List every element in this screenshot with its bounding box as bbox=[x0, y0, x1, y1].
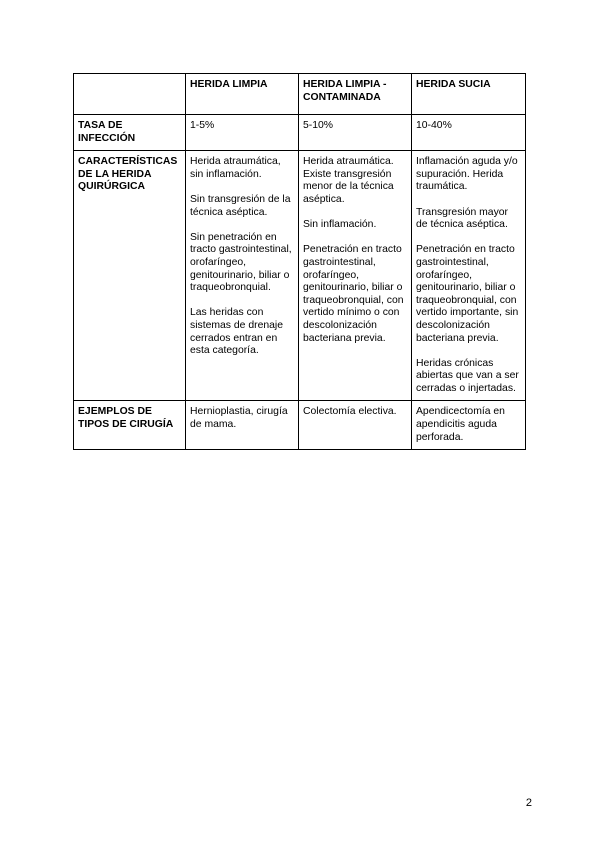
header-cell-empty bbox=[74, 74, 186, 115]
characteristics-row bbox=[74, 151, 526, 401]
paragraph: Penetración en tracto gastrointestinal, orofaríngeo, genitourinario, biliar o traqueobronquial, con vertido importante, sin descolonización bacteriana previa. bbox=[416, 244, 519, 344]
header-clean-wound: HERIDA LIMPIA bbox=[186, 74, 299, 115]
header-clean-contaminated-wound: HERIDA LIMPIA - CONTAMINADA bbox=[299, 74, 412, 115]
header-dirty-wound: HERIDA SUCIA bbox=[412, 74, 526, 115]
paragraph: Sin transgresión de la técnica aséptica. bbox=[190, 193, 291, 218]
cell-characteristics-clean bbox=[186, 151, 299, 401]
paragraph: Penetración en tracto gastrointestinal, orofaríngeo, genitourinario, biliar o traqueobronquial, con vertido mínimo o con descolonización bacteriana previa. bbox=[303, 244, 404, 344]
paragraph: Heridas crónicas abiertas que van a ser cerradas o injertadas. bbox=[416, 357, 519, 394]
row-label-surgery-examples: EJEMPLOS DE TIPOS DE CIRUGÍA bbox=[74, 401, 186, 450]
paragraph: Inflamación aguda y/o supuración. Herida traumática. bbox=[416, 156, 518, 193]
cell-infection-rate-clean: 1-5% bbox=[186, 115, 299, 151]
cell-characteristics-clean-contaminated bbox=[299, 151, 412, 401]
paragraph: Herida atraumática, sin inflamación. bbox=[190, 156, 281, 180]
cell-characteristics-dirty bbox=[412, 151, 526, 401]
infection-rate-row bbox=[74, 115, 526, 151]
paragraph: Sin inflamación. bbox=[303, 219, 377, 231]
cell-examples-clean-contaminated: Colectomía electiva. bbox=[299, 401, 412, 450]
paragraph: Las heridas con sistemas de drenaje cerrados entran en esta categoría. bbox=[190, 307, 283, 357]
cell-examples-dirty: Apendicectomía en apendicitis aguda perforada. bbox=[412, 401, 526, 450]
paragraph: Transgresión mayor de técnica aséptica. bbox=[416, 206, 509, 231]
table-header-row bbox=[74, 74, 526, 115]
page-number: 2 bbox=[525, 797, 532, 809]
cell-examples-clean: Hernioplastia, cirugía de mama. bbox=[186, 401, 299, 450]
cell-infection-rate-clean-contaminated: 5-10% bbox=[299, 115, 412, 151]
paragraph: Sin penetración en tracto gastrointestinal, orofaríngeo, genitourinario, biliar o traqueobronquial. bbox=[190, 231, 292, 294]
paragraph: Herida atraumática. Existe transgresión menor de la técnica aséptica. bbox=[303, 156, 394, 205]
row-label-infection-rate: TASA DE INFECCIÓN bbox=[74, 115, 186, 151]
row-label-characteristics: CARACTERÍSTICAS DE LA HERIDA QUIRÚRGICA bbox=[74, 151, 186, 401]
wound-classification-table bbox=[73, 73, 526, 450]
cell-infection-rate-dirty: 10-40% bbox=[412, 115, 526, 151]
surgery-examples-row bbox=[74, 401, 526, 450]
